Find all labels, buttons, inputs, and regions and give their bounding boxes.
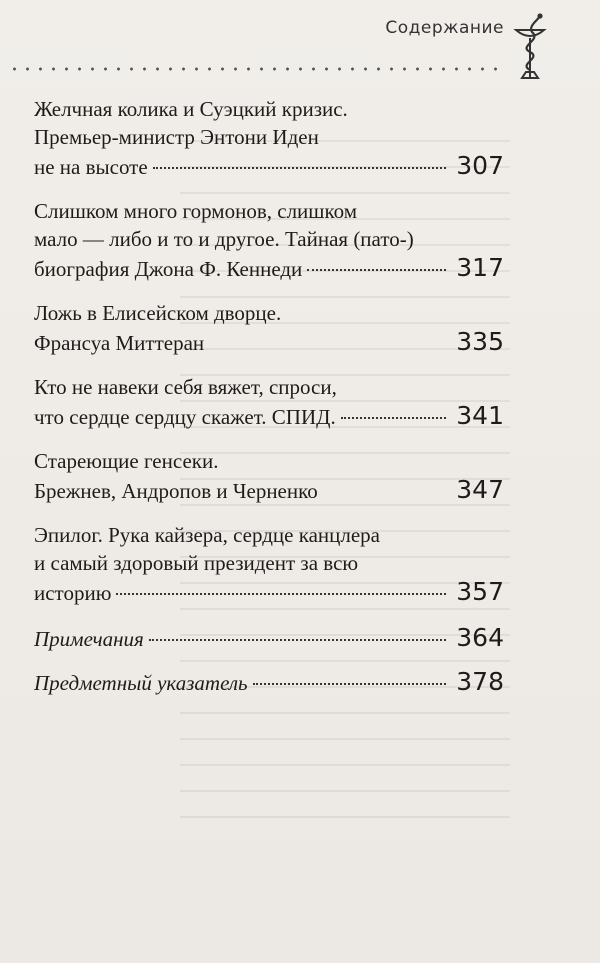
toc-page-number: 307 xyxy=(456,151,504,180)
toc-entry-title-line: не на высоте xyxy=(34,155,148,179)
toc-page-number: 357 xyxy=(456,577,504,606)
toc-page-number: 347 xyxy=(456,475,504,504)
toc-page-number: 341 xyxy=(456,401,504,430)
toc-entry xyxy=(34,667,504,697)
toc-entry-title-line: Желчная колика и Суэцкий кризис. xyxy=(34,97,348,121)
toc-entry-title-line: Слишком много гормонов, слишком xyxy=(34,199,357,223)
dot-leader xyxy=(253,682,447,685)
toc-page-number: 364 xyxy=(456,623,504,652)
toc-entry xyxy=(34,521,504,607)
toc-entry-title-line: что сердце сердцу скажет. СПИД. xyxy=(34,405,336,429)
dotted-rule xyxy=(8,66,502,72)
dot-leader xyxy=(307,268,446,271)
toc-page-number: 317 xyxy=(456,253,504,282)
toc-entry-title-line: и самый здоровый президент за всю xyxy=(34,551,359,575)
toc-entry-title-line: Предметный указатель xyxy=(34,671,248,695)
dot-leader xyxy=(323,490,447,493)
toc-entry xyxy=(34,197,504,283)
toc-entry xyxy=(34,623,504,653)
toc-page-number: 378 xyxy=(456,667,504,696)
toc-entry-title-line: Стареющие генсеки. xyxy=(34,449,219,473)
dot-leader xyxy=(149,638,446,641)
toc-entry-title-line: Премьер-министр Энтони Иден xyxy=(34,125,319,149)
table-of-contents xyxy=(34,95,504,711)
bowl-of-hygieia-icon xyxy=(510,8,550,86)
toc-entry-title-line: историю xyxy=(34,581,112,605)
toc-entry-title-line: Примечания xyxy=(34,627,144,651)
dot-leader xyxy=(341,416,447,419)
toc-entry-title-line: биография Джона Ф. Кеннеди xyxy=(34,257,303,281)
toc-entry-title-line: мало — либо и то и другое. Тайная (пато-) xyxy=(34,227,414,251)
dot-leader xyxy=(116,592,446,595)
toc-page-number: 335 xyxy=(456,327,504,356)
toc-entry xyxy=(34,373,504,431)
toc-entry-title-line: Кто не навеки себя вяжет, спроси, xyxy=(34,375,337,399)
toc-entry xyxy=(34,95,504,181)
toc-entry xyxy=(34,299,504,357)
toc-entry-title-line: Ложь в Елисейском дворце. xyxy=(34,301,282,325)
toc-entry-title-line: Эпилог. Рука кайзера, сердце канцлера xyxy=(34,523,380,547)
running-head: Содержание xyxy=(385,18,504,38)
dot-leader xyxy=(153,166,447,169)
toc-entry-title-line: Брежнев, Андропов и Черненко xyxy=(34,479,318,503)
dot-leader xyxy=(209,342,446,345)
toc-entry-title-line: Франсуа Миттеран xyxy=(34,331,205,355)
toc-entry xyxy=(34,447,504,505)
